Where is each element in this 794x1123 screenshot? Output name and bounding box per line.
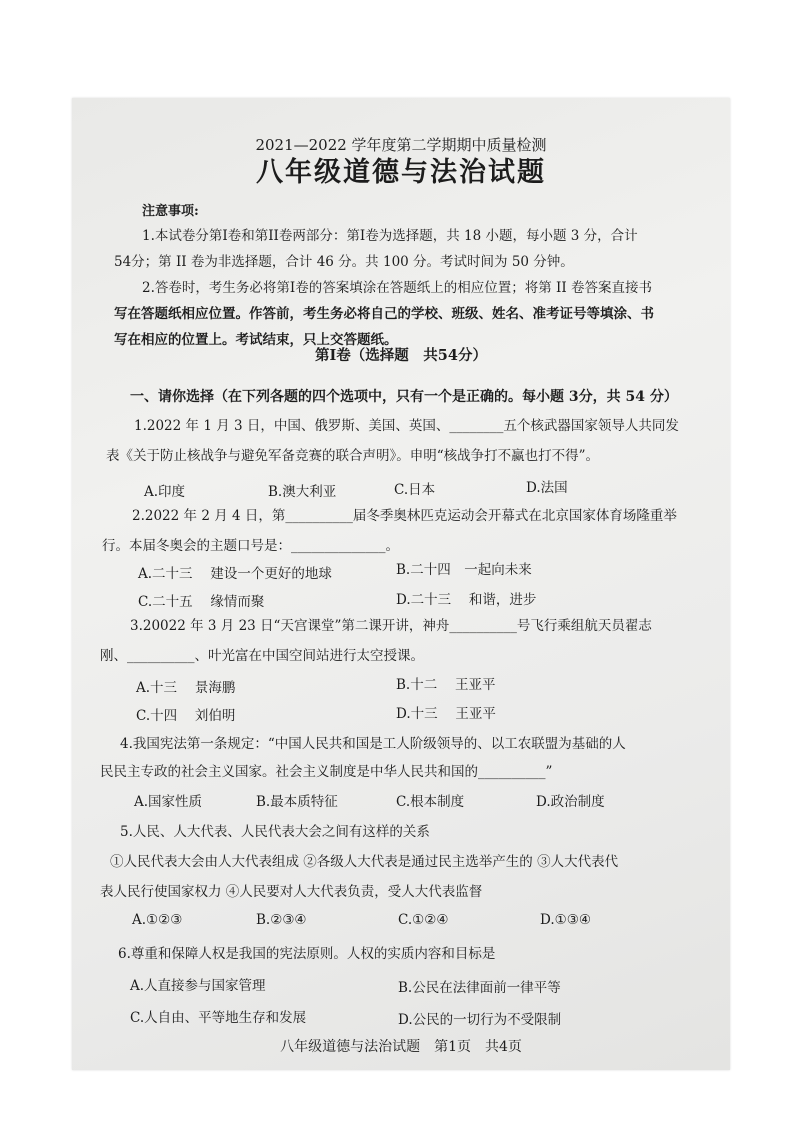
question-1-line: 表《关于防止核战争与避免军备竞赛的联合声明》。申明“核战争打不赢也打不得”。: [106, 448, 600, 464]
question-2-line: 2.2022 年 2 月 4 日，第__________届冬季奥林匹克运动会开幕式在北京国家体育场隆重举: [132, 508, 677, 524]
question-4-option-d: D.政治制度: [536, 794, 605, 810]
notice-line: 1.本试卷分第Ⅰ卷和第II卷两部分：第Ⅰ卷为选择题，共 18 小题，每小题 3 分，合计: [142, 228, 638, 244]
question-1-option-b: B.澳大利亚: [268, 484, 337, 500]
question-3-option-d: D.十三 王亚平: [396, 706, 496, 722]
question-1-option-d: D.法国: [526, 480, 568, 496]
notice-heading: 注意事项:: [142, 204, 199, 219]
question-2-option-a: A.二十三 建设一个更好的地球: [138, 566, 332, 582]
question-6-option-c: C.人自由、平等地生存和发展: [130, 1010, 307, 1026]
question-1-option-c: C.日本: [394, 482, 436, 498]
question-5-line: 5.人民、人大代表、人民代表大会之间有这样的关系: [120, 824, 430, 840]
question-6-option-b: B.公民在法律面前一律平等: [398, 980, 561, 996]
question-5-option-a: A.①②③: [132, 912, 183, 928]
question-2-option-d: D.二十三 和谐，进步: [396, 592, 537, 608]
page-footer: 八年级道德与法治试题 第1页 共4页: [280, 1039, 522, 1055]
question-6-option-a: A.人直接参与国家管理: [130, 978, 266, 994]
exam-paper: [72, 98, 730, 1070]
section-heading: 一、请你选择（在下列各题的四个选项中，只有一个是正确的。每小题 3分，共 54 分）: [130, 389, 678, 405]
question-1-line: 1.2022 年 1 月 3 日，中国、俄罗斯、美国、英国、________五个核武器国家领导人共同发: [134, 418, 679, 434]
notice-line: 写在答题纸相应位置。作答前，考生务必将自己的学校、班级、姓名、准考证号等填涂、书: [114, 306, 654, 322]
question-3-option-a: A.十三 景海鹏: [136, 680, 236, 696]
question-2-option-c: C.二十五 缘情而聚: [138, 594, 265, 610]
question-6-line: 6.尊重和保障人权是我国的宪法原则。人权的实质内容和目标是: [118, 946, 496, 962]
notice-line: 写在相应的位置上。考试结束，只上交答题纸。: [114, 332, 398, 348]
question-2-line: 行。本届冬奥会的主题口号是：______________。: [102, 538, 399, 554]
question-5-option-c: C.①②④: [398, 912, 449, 928]
question-3-option-b: B.十二 王亚平: [396, 677, 496, 693]
question-6-option-d: D.公民的一切行为不受限制: [398, 1012, 562, 1028]
question-2-option-b: B.二十四 一起向未来: [396, 562, 532, 578]
question-1-option-a: A.印度: [144, 484, 186, 500]
question-5-line: 表人民行使国家权力 ④人民要对人大代表负责，受人大代表监督: [100, 884, 483, 900]
notice-line: 54分；第 II 卷为非选择题，合计 46 分。共 100 分。考试时间为 50 分钟。: [114, 254, 574, 270]
question-4-option-b: B.最本质特征: [256, 794, 338, 810]
question-4-line: 4.我国宪法第一条规定：“中国人民共和国是工人阶级领导的、以工农联盟为基础的人: [120, 736, 626, 752]
question-5-option-b: B.②③④: [256, 912, 307, 928]
question-4-option-a: A.国家性质: [134, 794, 203, 810]
question-5-option-d: D.①③④: [540, 912, 591, 928]
exam-subtitle: 2021—2022 学年度第二学期期中质量检测: [255, 136, 547, 154]
notice-line: 2.答卷时，考生务必将第Ⅰ卷的答案填涂在答题纸上的相应位置；将第 II 卷答案直接书: [142, 280, 652, 296]
question-4-option-c: C.根本制度: [396, 794, 465, 810]
question-5-line: ①人民代表大会由人大代表组成 ②各级人大代表是通过民主选举产生的 ③人大代表代: [110, 854, 619, 870]
exam-title: 八年级道德与法治试题: [256, 157, 546, 188]
question-3-line: 刚、__________、叶光富在中国空间站进行太空授课。: [100, 648, 424, 664]
part-title: 第Ⅰ卷（选择题 共54分）: [315, 347, 487, 364]
question-3-line: 3.20022 年 3 月 23 日“天宫课堂”第二课开讲，神舟__________号飞行乘组航天员翟志: [130, 618, 652, 634]
question-3-option-c: C.十四 刘伯明: [136, 708, 236, 724]
question-4-line: 民民主专政的社会主义国家。社会主义制度是中华人民共和国的__________”: [100, 764, 553, 780]
